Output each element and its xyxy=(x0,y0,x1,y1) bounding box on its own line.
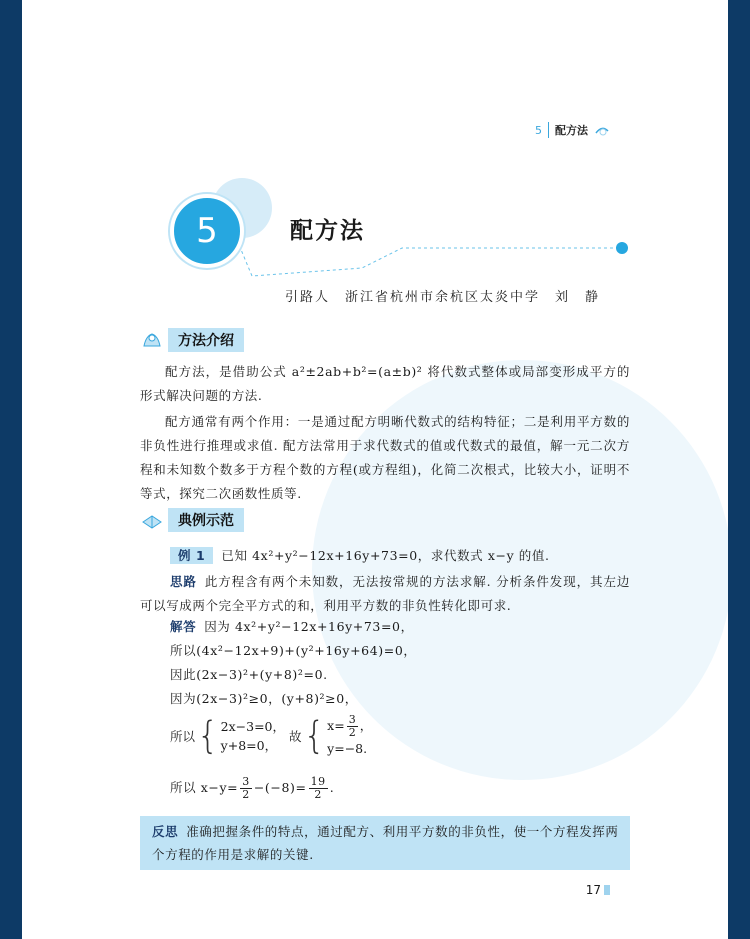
section-label: 典例示范 xyxy=(168,508,244,532)
example-tag: 例 1 xyxy=(170,547,213,564)
intro-paragraph-2: 配方通常有两个作用：一是通过配方明晰代数式的结构特征；二是利用平方数的非负性进行推理或求值. 配方法常用于求代数式的值或代数式的最值，解一元二次方程和未知数个数多于方程个数的方程(或方程组)，化简二次根式，比较大小，证明不等式，探究二次函数性质等. xyxy=(140,414,630,501)
answer-label: 解答 xyxy=(170,619,197,634)
solution-step-3: 因此(2x−3)²+(y+8)²=0. xyxy=(170,667,328,682)
lightbulb-hand-icon xyxy=(140,328,164,352)
fraction: $\frac{19}{2}$ xyxy=(310,775,326,801)
book-page xyxy=(22,0,728,939)
intro-paragraph-1: 配方法，是借助公式 a²±2ab+b²=(a±b)² 将代数式整体或局部变形成平方的形式解决问题的方法. xyxy=(140,364,630,403)
system-equations xyxy=(221,717,285,755)
reflection-label: 反思 xyxy=(152,824,179,839)
running-head-title: 配方法 xyxy=(555,124,588,137)
section-examples xyxy=(140,508,244,532)
equation-system xyxy=(170,714,372,758)
example-question xyxy=(170,546,550,564)
solution-y: y=−8. xyxy=(327,741,368,756)
reflection-text: 准确把握条件的特点，通过配方、利用平方数的非负性，使一个方程发挥两个方程的作用是求解的关键. xyxy=(152,824,619,862)
book-hand-icon xyxy=(140,508,164,532)
idea-text: 此方程含有两个未知数，无法按常规的方法求解. 分析条件发现，其左边可以写成两个完全平方式的和，利用平方数的非负性转化即可求. xyxy=(140,574,630,613)
running-head-number: 5 xyxy=(535,123,542,137)
example-idea xyxy=(140,570,630,618)
final-answer: 所以 x−y= $\frac{3}{2}$ −(−8)= $\frac{19}{2}$ . xyxy=(170,775,335,801)
chapter-number-badge: 5 xyxy=(170,194,244,268)
swirl-icon xyxy=(594,123,610,137)
system-solutions xyxy=(327,714,372,758)
solution-step-1: 解答 因为 4x²+y²−12x+16y+73=0， xyxy=(170,619,414,634)
left-brace: { xyxy=(197,714,219,758)
idea-label: 思路 xyxy=(170,574,197,589)
fraction: $\frac{3}{2}$ xyxy=(348,713,356,739)
fraction: $\frac{3}{2}$ xyxy=(242,775,250,801)
system-eq-2: y+8=0， xyxy=(220,738,278,753)
author-line: 引路人 浙江省杭州市余杭区太炎中学 刘 静 xyxy=(285,290,601,305)
page-number-marker xyxy=(604,885,610,895)
running-head xyxy=(535,122,610,138)
example-question-text: 已知 4x²+y²−12x+16y+73=0，求代数式 x−y 的值. xyxy=(221,548,550,563)
reflection-box xyxy=(140,816,630,870)
chapter-header xyxy=(142,170,642,290)
section-method-intro xyxy=(140,328,244,352)
solution-step-4: 因为(2x−3)²≥0，(y+8)²≥0， xyxy=(170,691,358,706)
system-eq-1: 2x−3=0， xyxy=(220,719,286,734)
solution-x: x= $\frac{3}{2}$ ， xyxy=(327,713,373,739)
solution-step-2: 所以(4x²−12x+9)+(y²+16y+64)=0， xyxy=(170,643,417,658)
system-prefix: 所以 xyxy=(170,729,196,744)
left-brace: { xyxy=(303,714,326,758)
chapter-title: 配方法 xyxy=(290,218,365,244)
section-label: 方法介绍 xyxy=(168,328,244,352)
running-head-divider xyxy=(548,122,549,138)
page-number: 17 xyxy=(586,883,610,897)
system-therefore: 故 xyxy=(289,729,302,744)
